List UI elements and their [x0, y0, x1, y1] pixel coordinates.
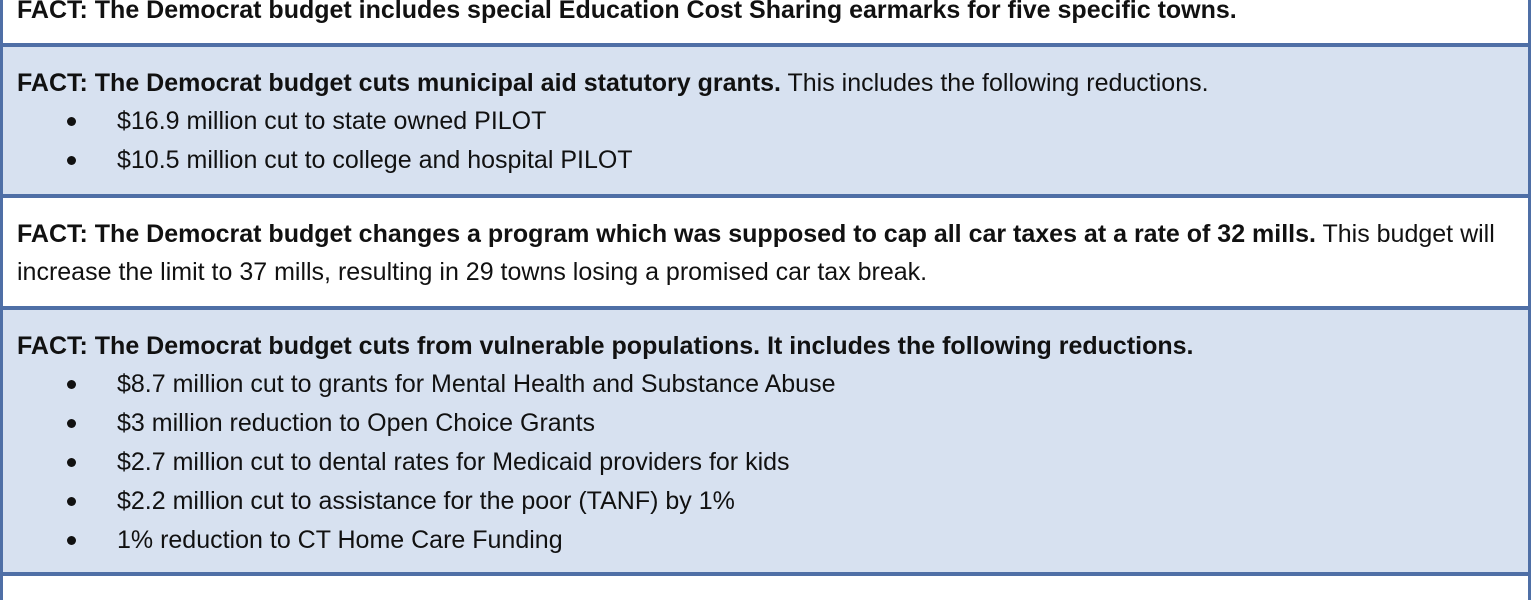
- list-item: [17, 521, 1514, 560]
- fact-heading: FACT: The Democrat budget cuts municipal aid statutory grants.: [17, 69, 781, 97]
- bullet-icon: [67, 380, 76, 389]
- fact-body: This includes the following reductions.: [781, 69, 1209, 97]
- fact-heading: FACT: The Democrat budget includes special Education Cost Sharing earmarks for five specific towns.: [17, 0, 1237, 24]
- bullet-icon: [67, 117, 76, 126]
- fact-row-vulnerable-populations: [0, 308, 1531, 574]
- fact-text: [17, 327, 1514, 365]
- fact-heading: FACT: The Democrat budget changes a program which was supposed to cap all car taxes at a rate of 32 mills.: [17, 220, 1316, 248]
- list-item-text: $10.5 million cut to college and hospital PILOT: [117, 146, 633, 174]
- reduction-list: [17, 365, 1514, 560]
- reduction-list: [17, 102, 1514, 180]
- list-item-text: $16.9 million cut to state owned PILOT: [117, 107, 547, 135]
- fact-row-car-tax: [0, 196, 1531, 308]
- list-item: [17, 141, 1514, 180]
- list-item-text: 1% reduction to CT Home Care Funding: [117, 526, 563, 554]
- fact-row-municipal-aid: [0, 45, 1531, 196]
- list-item-text: $8.7 million cut to grants for Mental Health and Substance Abuse: [117, 370, 836, 398]
- bullet-icon: [67, 536, 76, 545]
- list-item-text: $3 million reduction to Open Choice Grants: [117, 409, 596, 437]
- fact-row-ecs-earmarks: [0, 0, 1531, 45]
- list-item: [17, 102, 1514, 141]
- list-item-text: $2.7 million cut to dental rates for Medicaid providers for kids: [117, 448, 790, 476]
- bullet-icon: [67, 419, 76, 428]
- bullet-icon: [67, 156, 76, 165]
- list-item: [17, 404, 1514, 443]
- list-item: [17, 443, 1514, 482]
- list-item: [17, 365, 1514, 404]
- fact-text: [17, 215, 1514, 291]
- fact-text: [17, 64, 1514, 102]
- fact-row-cut-off: [0, 574, 1531, 600]
- fact-heading: FACT: The Democrat budget cuts from vulnerable populations. It includes the following reductions.: [17, 332, 1194, 360]
- bullet-icon: [67, 458, 76, 467]
- list-item-text: $2.2 million cut to assistance for the poor (TANF) by 1%: [117, 487, 735, 515]
- fact-body: This budget will increase the limit to 37 mills, resulting in 29 towns losing a promised car tax break.: [17, 220, 1495, 286]
- list-item: [17, 482, 1514, 521]
- bullet-icon: [67, 497, 76, 506]
- fact-text: [17, 0, 1514, 29]
